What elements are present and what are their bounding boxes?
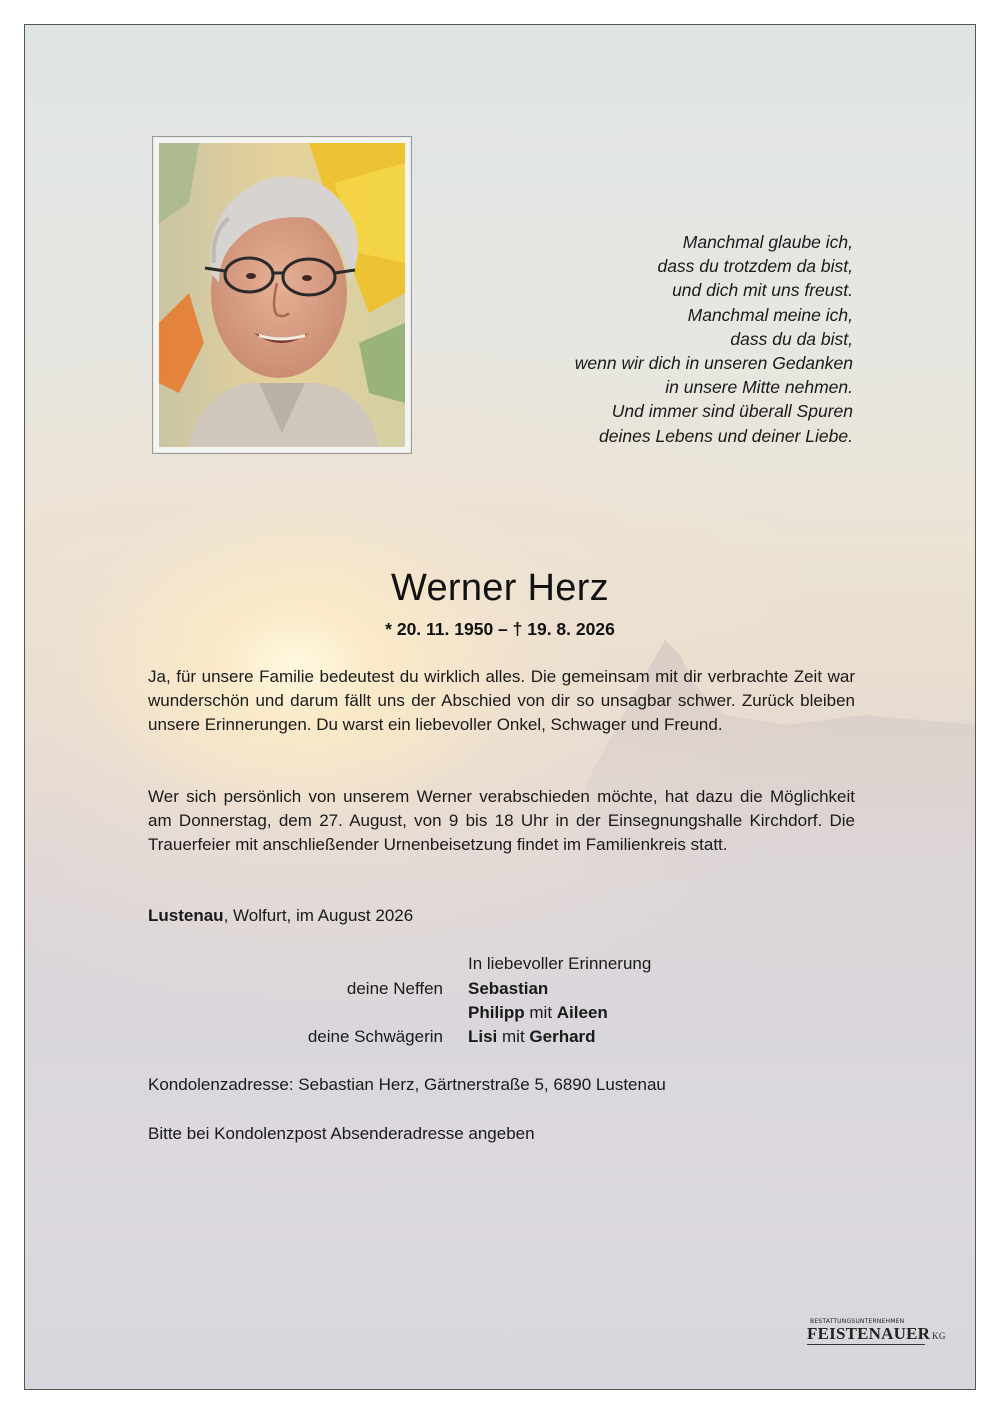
- funeral-home-logo: [807, 1318, 946, 1346]
- logo-tagline: BESTATTUNGSUNTERNEHMEN: [810, 1318, 905, 1325]
- logo-underline: [807, 1344, 925, 1345]
- memorial-poem: [433, 230, 853, 448]
- poem-line: deines Lebens und deiner Liebe.: [599, 425, 853, 446]
- nephew-name: Philipp: [468, 1003, 525, 1022]
- funeral-info-paragraph: Wer sich persönlich von unserem Werner verabschieden möchte, hat dazu die Möglichkeit am Donnerstag, dem 27. August, von 9 bis 18 Uhr in der Einsegnungshalle Kirchdorf. Die Trauerfeier mit anschließender Urnenbeisetzung findet im Familienkreis statt.: [148, 787, 855, 854]
- with-text: mit: [524, 1003, 557, 1022]
- poem-line: dass du trotzdem da bist,: [657, 256, 853, 277]
- partner-name: Aileen: [556, 1003, 608, 1022]
- portrait-photo: [159, 143, 405, 447]
- nephews-label: deine Neffen: [346, 979, 443, 998]
- sisterinlaw-label: deine Schwägerin: [307, 1027, 443, 1046]
- nephew-couple: [468, 1003, 608, 1023]
- poem-line: dass du da bist,: [730, 328, 853, 349]
- poem-line: und dich mit uns freust.: [672, 280, 853, 301]
- logo-name-text: FEISTENAUER: [807, 1324, 931, 1343]
- place-rest: , Wolfurt, im August 2026: [223, 906, 414, 925]
- poem-line: Manchmal glaube ich,: [682, 232, 853, 252]
- place-bold: Lustenau: [148, 906, 224, 925]
- sisterinlaw-couple: [468, 1027, 596, 1047]
- logo-name: [807, 1324, 946, 1344]
- partner-name: Gerhard: [529, 1027, 596, 1046]
- logo-suffix: KG: [932, 1331, 946, 1341]
- portrait-frame: [152, 136, 412, 454]
- with-text: mit: [497, 1027, 530, 1046]
- poem-line: wenn wir dich in unseren Gedanken: [574, 353, 853, 374]
- tribute-paragraph: Ja, für unsere Familie bedeutest du wirklich alles. Die gemeinsam mit dir verbrachte Zeit war wunderschön und darum fällt uns der Abschied von dir so unsagbar schwer. Zurück bleiben unsere Erinnerungen. Du warst ein liebevoller Onkel, Schwager und Freund.: [148, 667, 855, 734]
- poem-line: in unsere Mitte nehmen.: [665, 377, 853, 398]
- condolence-address: Kondolenzadresse: Sebastian Herz, Gärtnerstraße 5, 6890 Lustenau: [148, 1075, 666, 1094]
- obituary-card: [24, 24, 976, 1390]
- condolence-note: Bitte bei Kondolenzpost Absenderadresse angeben: [148, 1124, 535, 1143]
- signature-intro: In liebevoller Erinnerung: [468, 954, 652, 973]
- nephew-name: Sebastian: [468, 979, 549, 998]
- poem-line: Manchmal meine ich,: [687, 304, 853, 325]
- place-and-date: [148, 906, 413, 926]
- sisterinlaw-name: Lisi: [468, 1027, 498, 1046]
- deceased-name: Werner Herz: [391, 567, 609, 609]
- poem-line: Und immer sind überall Spuren: [611, 401, 853, 422]
- life-dates: * 20. 11. 1950 – † 19. 8. 2026: [385, 619, 615, 639]
